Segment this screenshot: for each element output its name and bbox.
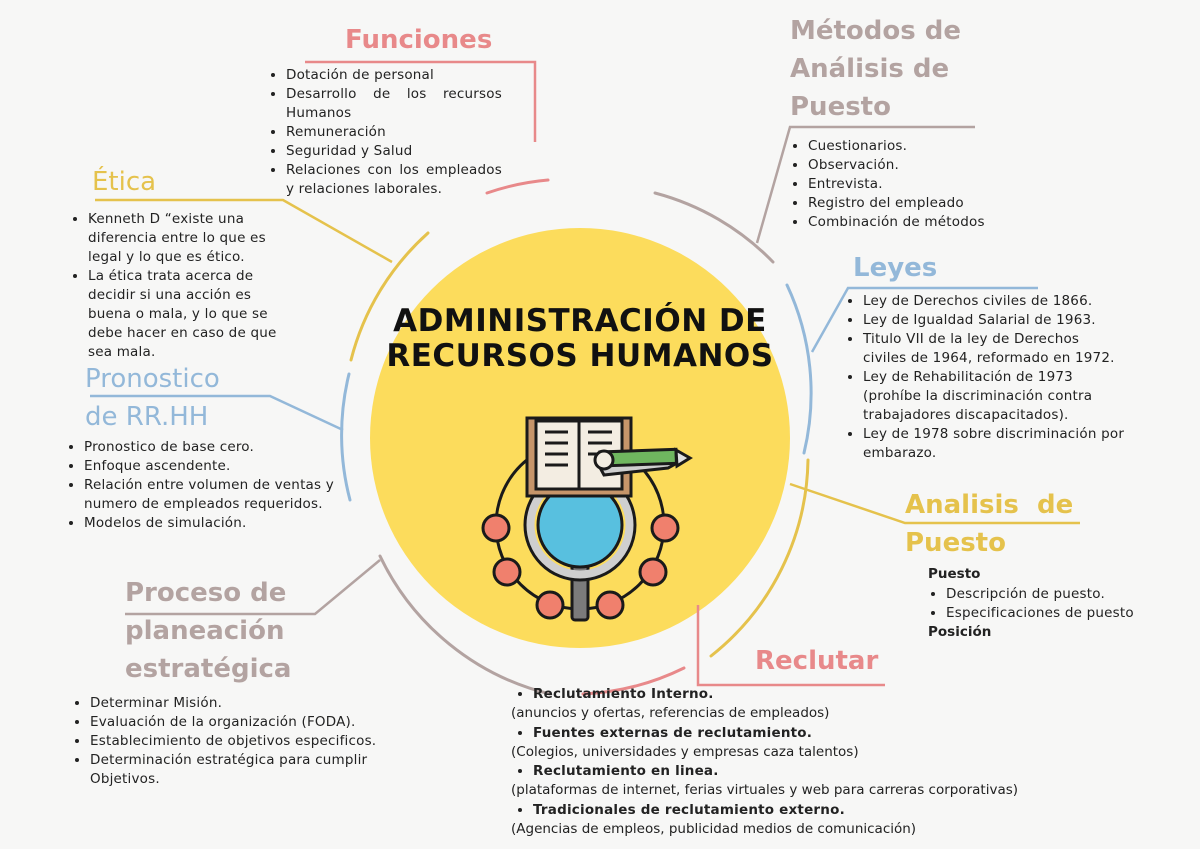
leyes-item: • Ley de Derechos civiles de 1866. bbox=[863, 292, 1125, 311]
etica-title: Ética bbox=[92, 167, 157, 197]
funciones-item: • Dotación de personal bbox=[286, 66, 502, 85]
analisis-body bbox=[928, 565, 1178, 642]
etica-list bbox=[70, 210, 292, 362]
pronostico-title-line: de RR.HH bbox=[85, 402, 209, 432]
proceso-title-line: planeación bbox=[125, 616, 285, 646]
leyes-item: • Ley de 1978 sobre discriminación por embarazo. bbox=[863, 425, 1125, 463]
proceso-title-line: Proceso de bbox=[125, 578, 287, 608]
central-title: ADMINISTRACIÓN DE RECURSOS HUMANOS bbox=[386, 303, 774, 374]
pronostico-title-line: Pronostico bbox=[85, 364, 220, 394]
analisis-label-posicion: Posición bbox=[928, 623, 992, 640]
funciones-item: • Remuneración bbox=[286, 123, 502, 142]
pronostico-section bbox=[85, 360, 220, 436]
reclutar-detail: (plataformas de internet, ferias virtuales y web para carreras corporativas) bbox=[511, 782, 1019, 798]
pronostico-title bbox=[85, 360, 220, 436]
metodos-item: • Cuestionarios. bbox=[808, 137, 1030, 156]
analisis-title-line: Analisis de bbox=[905, 490, 1074, 520]
reclutar-title: Reclutar bbox=[755, 646, 879, 676]
leyes-title: Leyes bbox=[853, 253, 938, 283]
reclutar-section bbox=[755, 645, 878, 679]
reclutar-detail: (anuncios y ofertas, referencias de empleados) bbox=[511, 705, 830, 721]
etica-item: • Kenneth D “existe una diferencia entre lo que es legal y lo que es ético. bbox=[88, 210, 292, 267]
proceso-item: • Determinar Misión. bbox=[90, 694, 392, 713]
analisis-item: • Descripción de puesto. bbox=[946, 585, 1178, 604]
reclutar-detail: (Agencias de empleos, publicidad medios de comunicación) bbox=[511, 820, 917, 837]
funciones-item: • Relaciones con los empleados y relaciones laborales. bbox=[286, 161, 502, 199]
analisis-title-line: Puesto bbox=[905, 528, 1006, 558]
etica-item: • La ética trata acerca de decidir si una acción es buena o mala, y lo que se debe hacer en caso de que sea mala. bbox=[88, 267, 292, 362]
leyes-item: • Ley de Igualdad Salarial de 1963. bbox=[863, 311, 1125, 330]
metodos-item: • Entrevista. bbox=[808, 175, 1030, 194]
metodos-title-line: Métodos de bbox=[790, 16, 962, 46]
funciones-title: Funciones bbox=[345, 25, 493, 55]
analisis-label-puesto: Puesto bbox=[928, 566, 981, 582]
leyes-list bbox=[845, 292, 1125, 463]
funciones-item: • Seguridad y Salud bbox=[286, 142, 502, 161]
funciones-list bbox=[268, 66, 502, 199]
metodos-section bbox=[790, 12, 961, 126]
proceso-title-line: estratégica bbox=[125, 654, 292, 684]
funciones-item: • Desarrollo de los recursos Humanos bbox=[286, 85, 502, 123]
proceso-item: • Establecimiento de objetivos especificos. bbox=[90, 732, 392, 751]
leyes-section bbox=[853, 252, 937, 286]
analisis-item: • Especificaciones de puesto bbox=[946, 604, 1178, 623]
leyes-item: • Titulo VII de la ley de Derechos civiles de 1964, reformado en 1972. bbox=[863, 330, 1125, 368]
proceso-list bbox=[72, 694, 392, 789]
ring-arc-leyes bbox=[787, 285, 811, 453]
pronostico-item: • Modelos de simulación. bbox=[84, 514, 336, 533]
reclutar-heading: • Fuentes externas de reclutamiento. bbox=[533, 724, 1111, 743]
metodos-item: • Observación. bbox=[808, 156, 1030, 175]
analisis-section bbox=[905, 486, 1073, 562]
proceso-item: • Evaluación de la organización (FODA). bbox=[90, 713, 392, 732]
reclutar-detail: (Colegios, universidades y empresas caza talentos) bbox=[511, 743, 859, 760]
reclutar-heading: • Reclutamiento en linea. bbox=[533, 762, 1111, 781]
ring-arc-pronostico bbox=[342, 374, 350, 500]
proceso-section bbox=[125, 574, 291, 688]
metodos-item: • Combinación de métodos bbox=[808, 213, 1030, 232]
pronostico-item: • Enfoque ascendente. bbox=[84, 457, 336, 476]
metodos-title-line: Puesto bbox=[790, 92, 891, 122]
pronostico-item: • Pronostico de base cero. bbox=[84, 438, 336, 457]
metodos-title bbox=[790, 12, 961, 126]
leyes-item: • Ley de Rehabilitación de 1973 (prohíbe la discriminación contra trabajadores discapacitados). bbox=[863, 368, 1125, 425]
pronostico-list bbox=[66, 438, 336, 533]
pronostico-item: • Relación entre volumen de ventas y numero de empleados requeridos. bbox=[84, 476, 336, 514]
reclutar-heading: • Tradicionales de reclutamiento externo. bbox=[533, 801, 1111, 820]
metodos-item: • Registro del empleado bbox=[808, 194, 1030, 213]
analisis-title bbox=[905, 486, 1073, 562]
reclutar-list bbox=[511, 685, 1111, 839]
reclutar-heading: • Reclutamiento Interno. bbox=[533, 685, 1111, 704]
funciones-section bbox=[345, 24, 492, 58]
etica-section bbox=[92, 166, 156, 200]
proceso-title bbox=[125, 574, 291, 688]
proceso-item: • Determinación estratégica para cumplir Objetivos. bbox=[90, 751, 392, 789]
metodos-title-line: Análisis de bbox=[790, 54, 950, 84]
metodos-list bbox=[790, 137, 1030, 232]
